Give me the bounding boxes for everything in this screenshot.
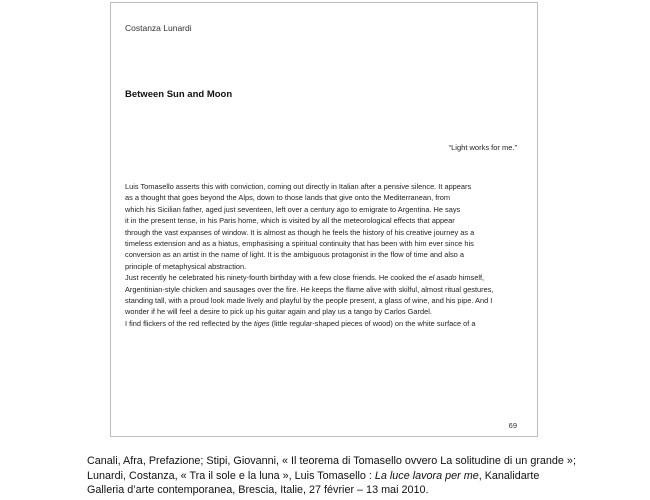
image-caption bbox=[87, 454, 607, 498]
article-body bbox=[125, 181, 520, 329]
body-line: as a thought that goes beyond the Alps, down to those lands that give onto the Mediterranean, from bbox=[125, 193, 450, 203]
author-name: Costanza Lunardi bbox=[125, 23, 192, 33]
body-line: conversion as an artist in the name of light. It is the ambiguous protagonist in the flow of time and also a bbox=[125, 250, 464, 260]
body-line bbox=[125, 318, 520, 329]
body-text: Just recently he celebrated his ninety-fourth birthday with a few close friends. He cooked the bbox=[125, 273, 429, 283]
caption-line bbox=[87, 469, 607, 484]
page-number: 69 bbox=[508, 421, 517, 430]
body-line: principle of metaphysical abstraction. bbox=[125, 261, 247, 271]
body-line: it in the present tense, in his Paris home, which is visited by all the meteorological effects that appear bbox=[125, 216, 455, 226]
epigraph-quote: “Light works for me.” bbox=[448, 143, 517, 152]
body-line: through the vast expanses of window. It is almost as though he feels the history of his creative journey as a bbox=[125, 227, 475, 237]
body-line: timeless extension and as a hiatus, emphasising a spiritual continuity that has been with him ever since his bbox=[125, 239, 474, 249]
caption-italic-title: La luce lavora per me bbox=[374, 469, 479, 482]
article-title: Between Sun and Moon bbox=[125, 89, 233, 100]
body-italic-text: tiges bbox=[254, 318, 270, 328]
body-text: I find flickers of the red reflected by the bbox=[125, 318, 254, 328]
caption-line: Canali, Afra, Prefazione; Stipi, Giovanni, « Il teorema di Tomasello ovvero La solitudine di un grande »; bbox=[87, 455, 576, 467]
body-line: wonder if he will feel a desire to pick up his guitar again and play us a tango by Carlos Gardel. bbox=[125, 307, 432, 317]
body-text: (little regular-shaped pieces of wood) on the white surface of a bbox=[269, 318, 476, 328]
body-line: which his Sicilian father, aged just seventeen, left over a century ago to emigrate to Argentina. He says bbox=[125, 204, 461, 214]
document-page bbox=[110, 2, 538, 437]
caption-text: , Kanalidarte bbox=[478, 469, 540, 482]
body-line: Luis Tomasello asserts this with conviction, coming out directly in Italian after a pensive silence. It appears bbox=[125, 182, 472, 191]
body-line: standing tall, with a proud look made lively and playful by the people present, a glass of wine, and his pipe. And I bbox=[125, 296, 493, 306]
body-text: himself, bbox=[456, 273, 485, 283]
body-line bbox=[125, 272, 520, 283]
caption-line: Galleria d’arte contemporanea, Brescia, Italie, 27 février – 13 mai 2010. bbox=[87, 484, 429, 496]
body-italic-text: el asado bbox=[428, 273, 457, 283]
caption-text: Lunardi, Costanza, « Tra il sole e la luna », Luis Tomasello : bbox=[87, 469, 375, 482]
body-line: Argentinian-style chicken and sausages over the fire. He keeps the flame alive with skilful, almost ritual gestures, bbox=[125, 284, 494, 294]
